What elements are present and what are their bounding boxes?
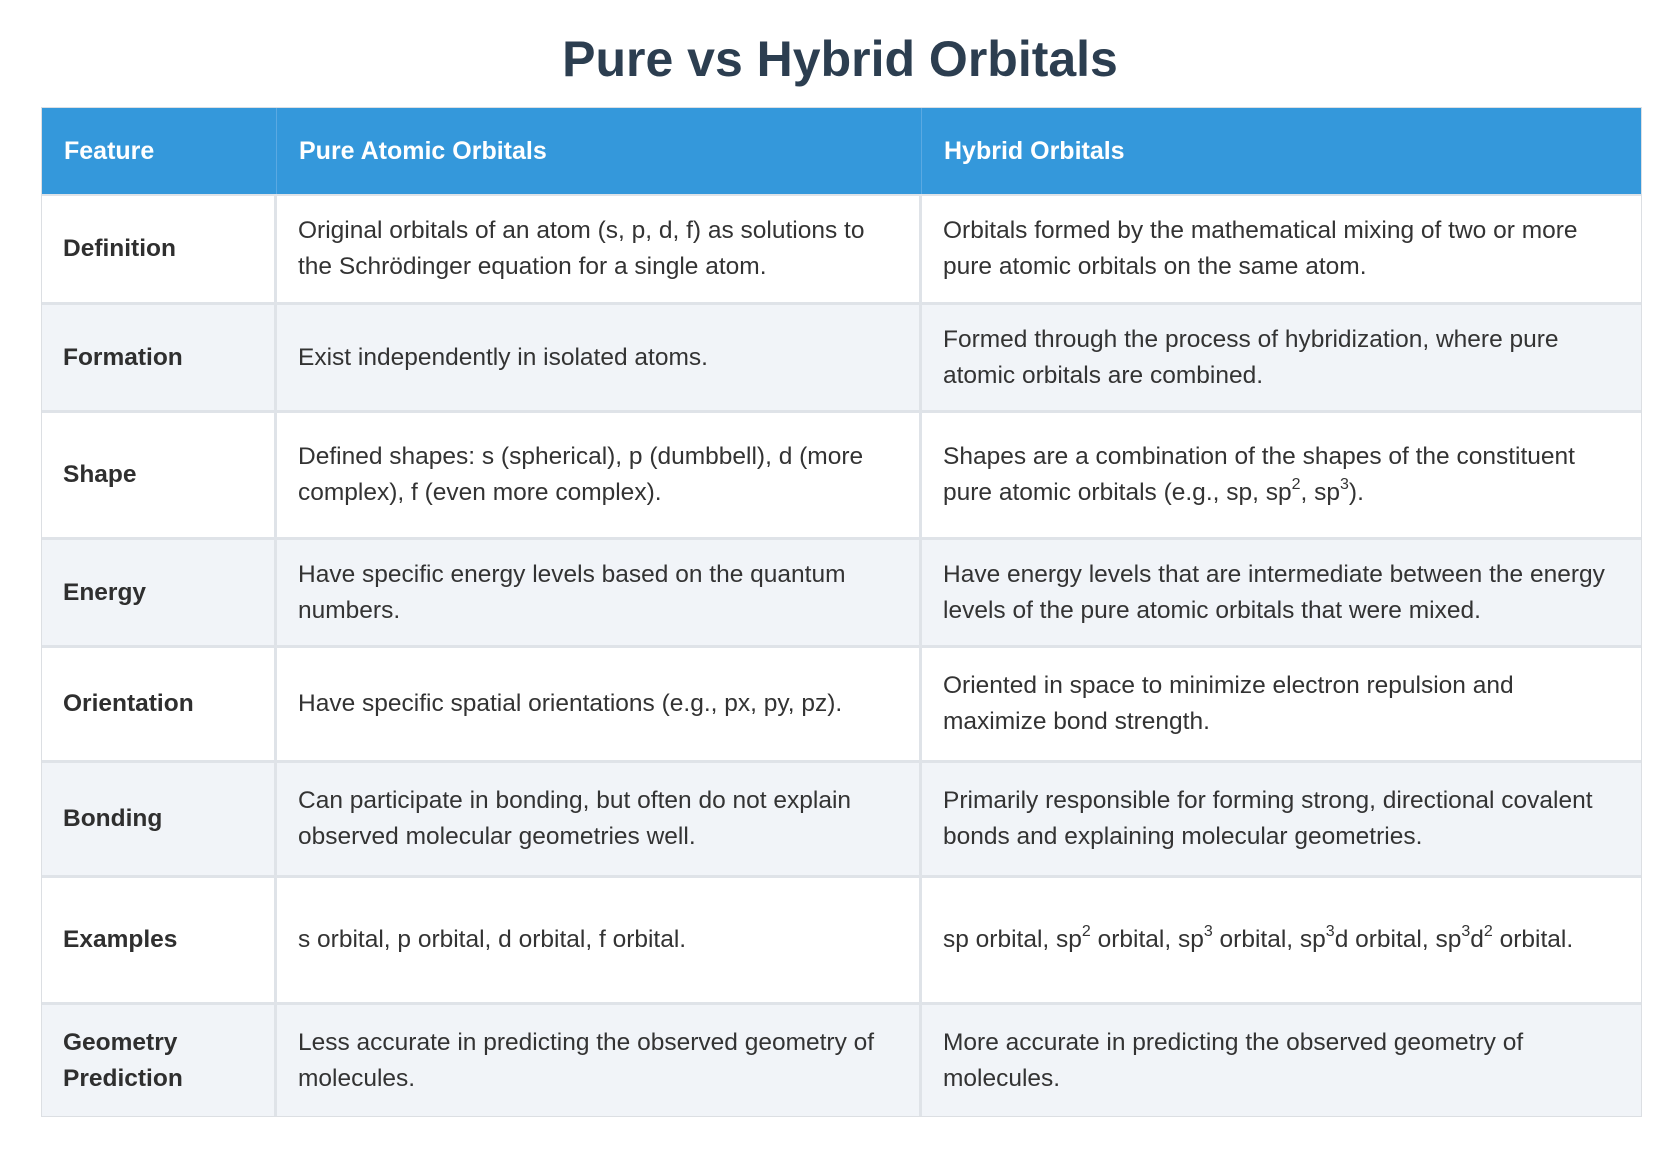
row-pure-cell: Have specific energy levels based on the quantum numbers. xyxy=(277,537,922,645)
superscript: 3 xyxy=(1203,922,1213,940)
row-feature-label: Formation xyxy=(42,302,277,410)
row-hybrid-cell: More accurate in predicting the observed geometry of molecules. xyxy=(922,1002,1641,1116)
header-pure-atomic-orbitals: Pure Atomic Orbitals xyxy=(277,108,922,194)
hybrid-shape-text: Shapes are a combination of the shapes of the constituent pure atomic orbitals (e.g., sp, sp xyxy=(943,443,1575,506)
table-header-row xyxy=(42,108,1641,194)
row-hybrid-cell: Orbitals formed by the mathematical mixing of two or more pure atomic orbitals on the same atom. xyxy=(922,194,1641,302)
row-feature-label: Definition xyxy=(42,194,277,302)
row-feature-label: Geometry Prediction xyxy=(42,1002,277,1116)
row-hybrid-cell xyxy=(922,410,1641,537)
row-pure-cell: Exist independently in isolated atoms. xyxy=(277,302,922,410)
row-hybrid-cell: Primarily responsible for forming strong, directional covalent bonds and explaining molecular geometries. xyxy=(922,760,1641,875)
example-text: d orbital, sp xyxy=(1334,926,1462,953)
table-row-shape xyxy=(42,410,1641,537)
table-row-definition xyxy=(42,194,1641,302)
table-row-energy xyxy=(42,537,1641,645)
table-row-geometry-prediction xyxy=(42,1002,1641,1116)
row-pure-cell: Can participate in bonding, but often do not explain observed molecular geometries well. xyxy=(277,760,922,875)
example-text: d xyxy=(1470,926,1484,953)
row-feature-label: Shape xyxy=(42,410,277,537)
row-pure-cell: Less accurate in predicting the observed geometry of molecules. xyxy=(277,1002,922,1116)
row-feature-label: Bonding xyxy=(42,760,277,875)
row-pure-cell: Original orbitals of an atom (s, p, d, f) as solutions to the Schrödinger equation for a single atom. xyxy=(277,194,922,302)
row-feature-label: Energy xyxy=(42,537,277,645)
header-feature: Feature xyxy=(42,108,277,194)
row-pure-cell: Defined shapes: s (spherical), p (dumbbell), d (more complex), f (even more complex). xyxy=(277,410,922,537)
table-row-bonding xyxy=(42,760,1641,875)
superscript: 3 xyxy=(1340,475,1349,493)
row-hybrid-cell xyxy=(922,875,1641,1002)
table-row-examples xyxy=(42,875,1641,1002)
example-text: orbital. xyxy=(1492,926,1574,953)
table-row-formation xyxy=(42,302,1641,410)
superscript: 2 xyxy=(1291,475,1301,493)
comparison-table xyxy=(41,107,1642,1117)
hybrid-shape-text: , sp xyxy=(1300,479,1341,506)
superscript: 3 xyxy=(1325,922,1335,940)
example-text: orbital, sp xyxy=(1212,926,1326,953)
hybrid-shape-text: ). xyxy=(1348,479,1364,506)
page-title: Pure vs Hybrid Orbitals xyxy=(562,31,1118,87)
row-pure-cell: s orbital, p orbital, d orbital, f orbital. xyxy=(277,875,922,1002)
row-hybrid-cell: Oriented in space to minimize electron repulsion and maximize bond strength. xyxy=(922,645,1641,760)
example-text: orbital, sp xyxy=(1090,926,1204,953)
example-text: sp orbital, sp xyxy=(943,926,1082,953)
row-hybrid-cell: Formed through the process of hybridization, where pure atomic orbitals are combined. xyxy=(922,302,1641,410)
row-hybrid-cell: Have energy levels that are intermediate between the energy levels of the pure atomic orbitals that were mixed. xyxy=(922,537,1641,645)
header-hybrid-orbitals: Hybrid Orbitals xyxy=(922,108,1641,194)
table-row-orientation xyxy=(42,645,1641,760)
row-feature-label: Examples xyxy=(42,875,277,1002)
superscript: 3 xyxy=(1461,922,1471,940)
superscript: 2 xyxy=(1081,922,1091,940)
superscript: 2 xyxy=(1483,922,1493,940)
row-feature-label: Orientation xyxy=(42,645,277,760)
row-pure-cell: Have specific spatial orientations (e.g., px, py, pz). xyxy=(277,645,922,760)
